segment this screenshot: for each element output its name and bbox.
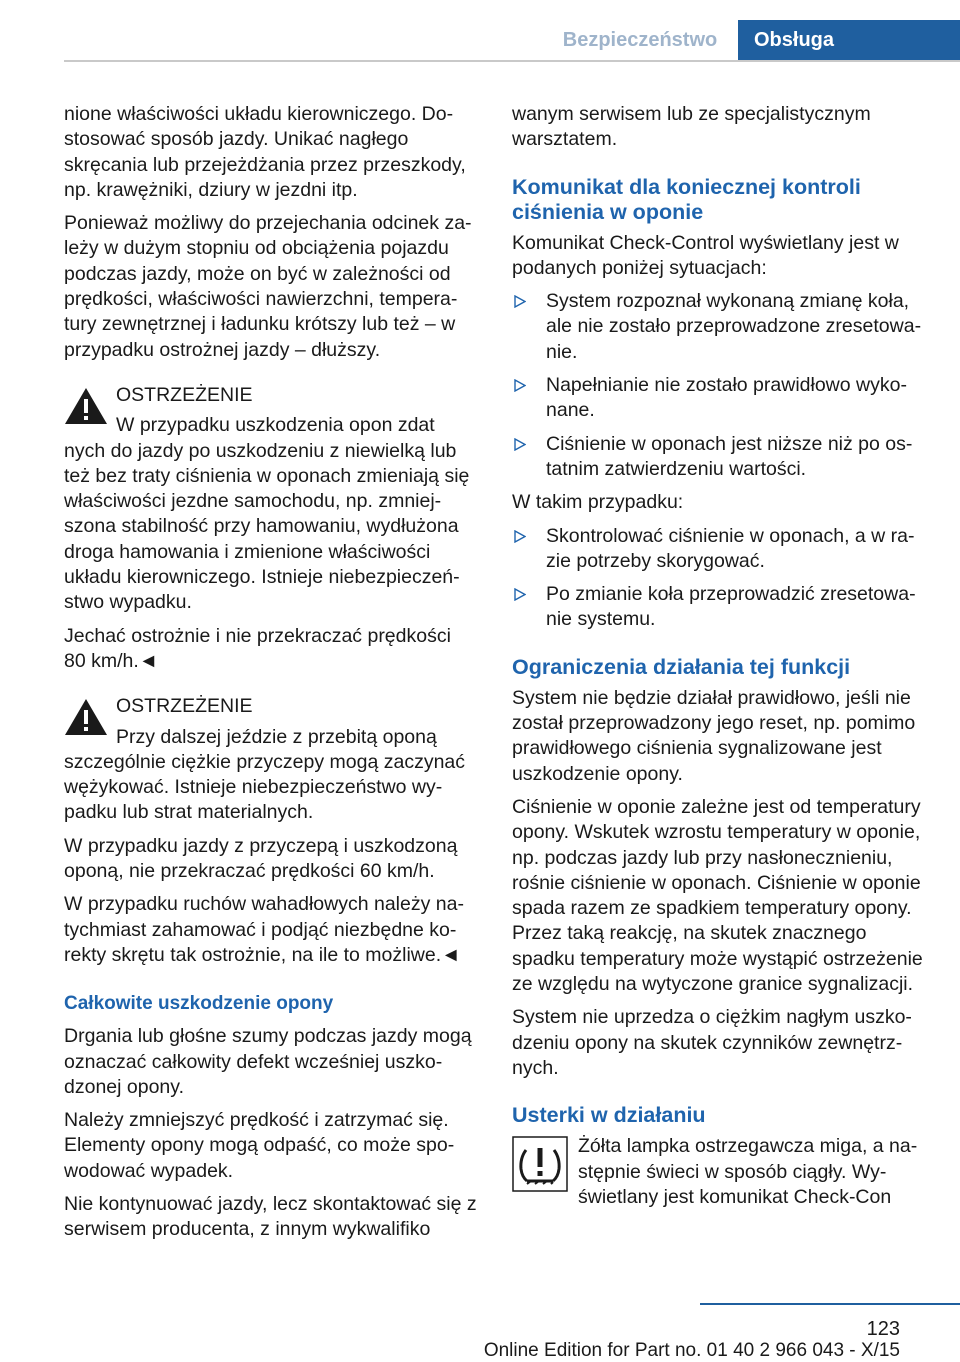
warning-title: OSTRZEŻENIE (116, 383, 253, 406)
page-number: 123 (866, 1318, 900, 1340)
section-heading: Ograniczenia działania tej funkcji (512, 654, 851, 679)
header-divider (64, 60, 960, 62)
paragraph: W takim przypadku: (512, 491, 684, 514)
warning-triangle-icon (64, 698, 108, 736)
section-heading: Komunikat dla koniecznej kontroli ciśnienia w oponie (512, 174, 861, 224)
triangle-bullet-icon (514, 379, 526, 392)
warning-block (64, 694, 478, 968)
bullet-list (512, 289, 928, 482)
list-item (512, 432, 928, 483)
list-item-text: System rozpoznał wykonaną zmianę koła, ale nie zostało przeprowadzone zresetowanie. (546, 290, 922, 363)
tab-obsluga[interactable]: Obsługa (738, 20, 960, 61)
tab-bezpieczenstwo[interactable]: Bezpieczeństwo (545, 20, 735, 61)
paragraph: Komunikat Check-Control wyświetlany jest w podanych poniżej sytuacjach: (512, 231, 899, 279)
list-item-text: Napełnianie nie zostało prawidłowo wykonane. (546, 374, 907, 422)
paragraph: Należy zmniejszyć prędkość i zatrzymać się. Elementy opony mogą odpaść, co może spowodować wypadek. (64, 1109, 455, 1182)
paragraph: nione właściwości układu kierowniczego. Dostosować sposób jazdy. Unikać nagłego skręcania lub przejeżdżania przez przeszkody, np. krawężniki, dziury w jezdni itp. (64, 103, 466, 201)
triangle-bullet-icon (514, 438, 526, 451)
warning-text: szczególnie ciężkie przyczepy mogą zaczynać wężykować. Istnieje niebezpieczeństwo wypadku lub strat materialnych. (64, 750, 466, 824)
warning-text: W przypadku jazdy z przyczepą i uszkodzoną oponą, nie przekraczać prędkości 60 km/h. (64, 834, 458, 883)
left-column (64, 102, 478, 1251)
warning-text: W przypadku ruchów wahadłowych należy natychmiast zahamować i podjąć niezbędne korekty skrętu tak ostrożnie, na ile to możliwe.◄ (64, 893, 464, 966)
list-item-text: Po zmianie koła przeprowadzić zresetowanie systemu. (546, 583, 916, 631)
warning-text: nych do jazdy po uszkodzeniu z niewielką lub też bez traty ciśnienia w oponach zmieniają się właściwości jezdne samochodu, np. zmniejszona stabilność przy hamowaniu, wydłużona droga hamowania i zmienione właściwości układu kierowniczego. Istnieje niebezpieczeństwo wypadku. (64, 439, 470, 614)
list-item-text: Skontrolować ciśnienie w oponach, a w razie potrzeby skorygować. (546, 524, 915, 572)
paragraph: Ponieważ możliwy do przejechania odcinek zależy w dużym stopniu od obciążenia pojazdu podczas jazdy, może on być w zależności od prędkości, właściwości nawierzchni, temperatury zewnętrznej i ładunku krótszy lub też – w przypadku ostrożnej jazdy – dłuższy. (64, 212, 472, 361)
list-item (512, 524, 928, 575)
triangle-bullet-icon (514, 530, 526, 543)
paragraph: Żółta lampka ostrzegawcza miga, a następnie świeci w sposób ciągły. Wyświetlany jest komunikat Check-Con (578, 1135, 918, 1208)
list-item (512, 582, 928, 633)
paragraph: Nie kontynuować jazdy, lecz skontaktować się z serwisem producenta, z innym wykwalifiko (64, 1192, 477, 1241)
bullet-list (512, 524, 928, 633)
list-item (512, 373, 928, 424)
triangle-bullet-icon (514, 588, 526, 601)
warning-first-line: Przy dalszej jeździe z przebitą oponą (116, 725, 437, 748)
warning-title: OSTRZEŻENIE (116, 695, 253, 718)
edition-footer: Online Edition for Part no. 01 40 2 966 043 - X/15 (483, 1340, 900, 1361)
list-item-text: Ciśnienie w oponach jest niższe niż po ostatnim zatwierdzeniu wartości. (546, 432, 913, 480)
triangle-bullet-icon (514, 295, 526, 308)
paragraph: System nie uprzedza o ciężkim nagłym uszkodzeniu opony na skutek czynników zewnętrznych. (512, 1006, 912, 1079)
warning-triangle-icon (64, 387, 108, 425)
section-subheading: Całkowite uszkodzenie opony (64, 993, 334, 1015)
warning-text: Jechać ostrożnie i nie przekraczać prędkości 80 km/h.◄ (64, 624, 451, 672)
section-heading: Usterki w działaniu (512, 1103, 706, 1128)
malfunction-block (512, 1134, 928, 1210)
paragraph: System nie będzie działał prawidłowo, jeśli nie został przeprowadzony jego reset, np. pomimo prawidłowego ciśnienia sygnalizowane jest uszkodzenie opony. (512, 686, 916, 785)
warning-block (64, 383, 478, 674)
warning-first-line: W przypadku uszkodzenia opon zdat (116, 414, 435, 437)
tire-pressure-warning-icon (512, 1136, 568, 1192)
list-item (512, 289, 928, 365)
paragraph: Drgania lub głośne szumy podczas jazdy mogą oznaczać całkowity defekt wcześniej uszkodzonej opony. (64, 1025, 472, 1098)
footer-divider (700, 1303, 960, 1305)
right-column (512, 102, 928, 1210)
paragraph: Ciśnienie w oponie zależne jest od temperatury opony. Wskutek wzrostu temperatury w oponie, np. podczas jazdy lub przy nasłonecznieniu, rośnie ciśnienie w oponach. Ciśnienie w oponie spada razem ze spadkiem temperatury opony. Przez taką reakcję, na skutek znacznego spadku temperatury może wystąpić ostrzeżenie ze względu na wytyczone granice sygnalizacji. (512, 795, 923, 996)
paragraph: wanym serwisem lub ze specjalistycznym warsztatem. (512, 103, 871, 151)
